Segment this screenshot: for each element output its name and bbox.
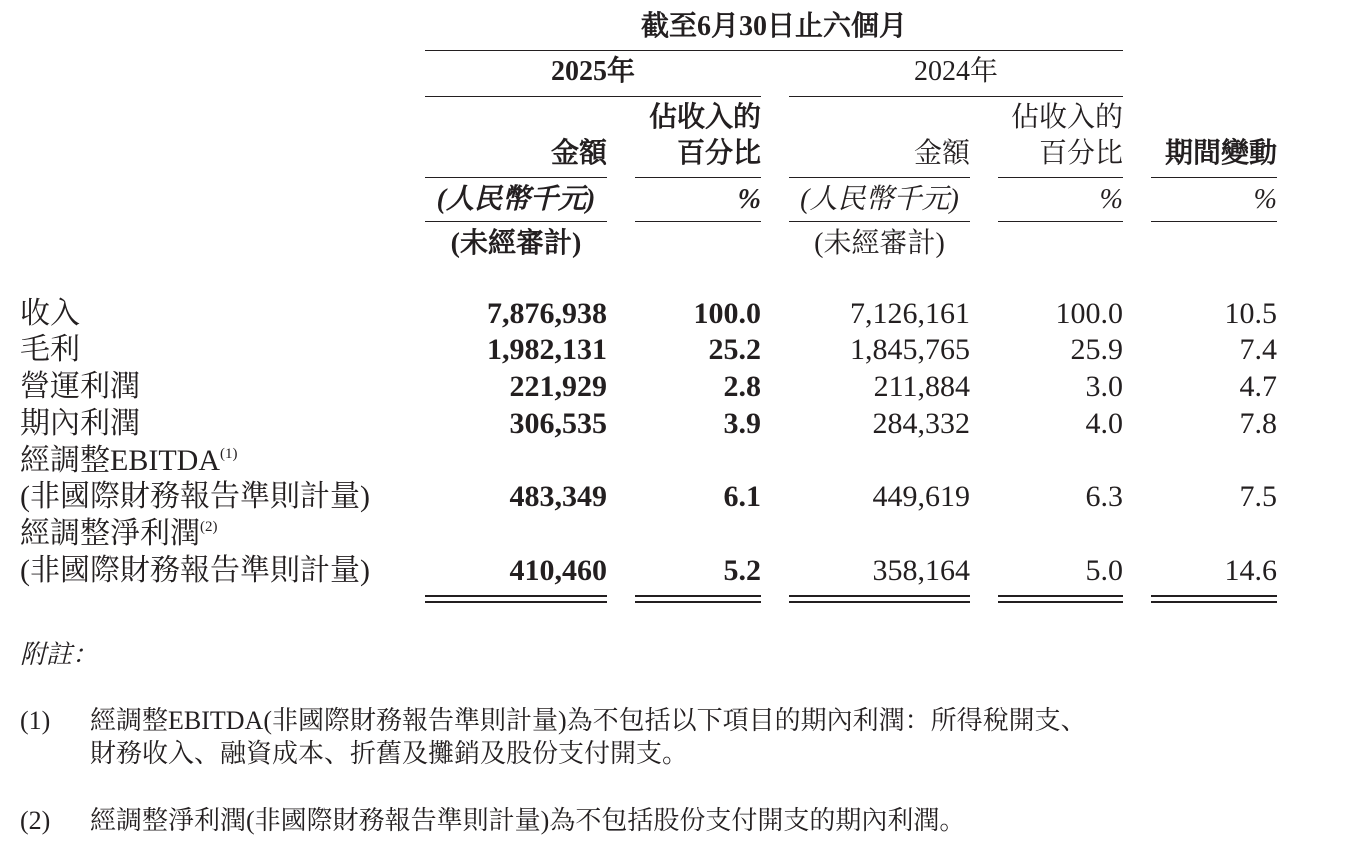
cell-change: 4.7 — [1239, 370, 1277, 403]
unit-pct-change: % — [1253, 184, 1277, 215]
cell-pct-2024: 5.0 — [1085, 554, 1123, 587]
period-header: 截至6月30日止六個月 — [640, 11, 907, 42]
unit-rmb-2025: (人民幣千元) — [436, 184, 596, 215]
row-label-gross-profit: 毛利 — [20, 333, 80, 366]
note-text-line: 經調整EBITDA(非國際財務報告準則計量)為不包括以下項目的期內利潤：所得稅開支、 — [90, 706, 1087, 735]
amount-2024-rule — [789, 177, 970, 178]
total-double-rule — [789, 595, 970, 603]
cell-pct-2025: 2.8 — [723, 370, 761, 403]
unit-pct-2025: % — [737, 184, 761, 215]
note-text-line: 經調整淨利潤(非國際財務報告準則計量)為不包括股份支付開支的期內利潤。 — [90, 806, 966, 835]
note-number: (2) — [20, 806, 51, 835]
amount-2025-header: 金額 — [550, 138, 607, 169]
notes-title: 附註： — [20, 640, 99, 669]
year-2025-header: 2025年 — [550, 56, 635, 87]
year-2025-rule — [425, 96, 761, 97]
cell-pct-2024: 4.0 — [1085, 407, 1123, 440]
cell-amount-2025: 221,929 — [509, 370, 607, 403]
row-label-text: 經調整EBITDA — [20, 444, 220, 477]
change-rule — [1151, 177, 1277, 178]
row-sublabel-non-ifrs: (非國際財務報告準則計量) — [20, 554, 370, 587]
cell-pct-2025: 100.0 — [693, 297, 761, 330]
unaudited-2024: (未經審計) — [814, 228, 945, 259]
cell-amount-2024: 7,126,161 — [850, 297, 970, 330]
cell-amount-2024: 358,164 — [872, 554, 970, 587]
cell-pct-2025: 25.2 — [708, 333, 761, 366]
row-label-text: 經調整淨利潤 — [20, 517, 200, 550]
cell-pct-2024: 25.9 — [1070, 333, 1123, 366]
cell-change: 10.5 — [1224, 297, 1277, 330]
row-sublabel-non-ifrs: (非國際財務報告準則計量) — [20, 480, 370, 513]
note-number: (1) — [20, 706, 51, 735]
cell-amount-2025: 7,876,938 — [487, 297, 607, 330]
unaudited-2025: (未經審計) — [450, 228, 582, 259]
pct-2025-header-line1: 佔收入的 — [648, 102, 761, 133]
cell-change: 7.5 — [1239, 480, 1277, 513]
cell-pct-2025: 6.1 — [723, 480, 761, 513]
amount-2025-rule — [425, 177, 607, 178]
total-double-rule — [998, 595, 1123, 603]
unit-rmb-2024: (人民幣千元) — [800, 184, 959, 215]
cell-amount-2024: 284,332 — [872, 407, 970, 440]
pct-2024-header-line2: 百分比 — [1038, 138, 1123, 169]
unit-rule-2025-amount — [425, 221, 607, 222]
cell-amount-2024: 211,884 — [873, 370, 970, 403]
cell-amount-2025: 1,982,131 — [487, 333, 607, 366]
cell-change: 7.8 — [1239, 407, 1277, 440]
period-rule — [425, 50, 1123, 51]
row-label-operating-profit: 營運利潤 — [20, 370, 140, 403]
footnote-marker: (2) — [200, 519, 218, 535]
year-2024-rule — [789, 96, 1123, 97]
unit-pct-2024: % — [1099, 184, 1123, 215]
total-double-rule — [1151, 595, 1277, 603]
cell-change: 14.6 — [1224, 554, 1277, 587]
unit-rule-2024-pct — [998, 221, 1123, 222]
cell-amount-2025: 306,535 — [509, 407, 607, 440]
unit-rule-2025-pct — [635, 221, 761, 222]
row-label-revenue: 收入 — [20, 297, 80, 330]
year-2024-header: 2024年 — [913, 56, 998, 87]
pct-2024-rule — [998, 177, 1123, 178]
cell-pct-2024: 3.0 — [1085, 370, 1123, 403]
cell-change: 7.4 — [1239, 333, 1277, 366]
pct-2024-header-line1: 佔收入的 — [1010, 102, 1123, 133]
cell-pct-2025: 5.2 — [723, 554, 761, 587]
cell-pct-2025: 3.9 — [723, 407, 761, 440]
total-double-rule — [425, 595, 607, 603]
pct-2025-header-line2: 百分比 — [676, 138, 761, 169]
cell-amount-2024: 449,619 — [872, 480, 970, 513]
cell-amount-2025: 483,349 — [509, 480, 607, 513]
cell-pct-2024: 6.3 — [1085, 480, 1123, 513]
row-label-profit-for-period: 期內利潤 — [20, 407, 140, 440]
cell-pct-2024: 100.0 — [1055, 297, 1123, 330]
footnote-marker: (1) — [219, 446, 238, 462]
row-label-adjusted-ebitda — [20, 446, 237, 476]
unit-rule-2024-amount — [789, 221, 970, 222]
change-header: 期間變動 — [1164, 138, 1277, 169]
note-text-line: 財務收入、融資成本、折舊及攤銷及股份支付開支。 — [90, 739, 689, 768]
pct-2025-rule — [635, 177, 761, 178]
total-double-rule — [635, 595, 761, 603]
row-label-adjusted-net-profit — [20, 519, 218, 549]
cell-amount-2025: 410,460 — [509, 554, 607, 587]
unit-rule-change — [1151, 221, 1277, 222]
cell-amount-2024: 1,845,765 — [850, 333, 970, 366]
amount-2024-header: 金額 — [913, 138, 970, 169]
